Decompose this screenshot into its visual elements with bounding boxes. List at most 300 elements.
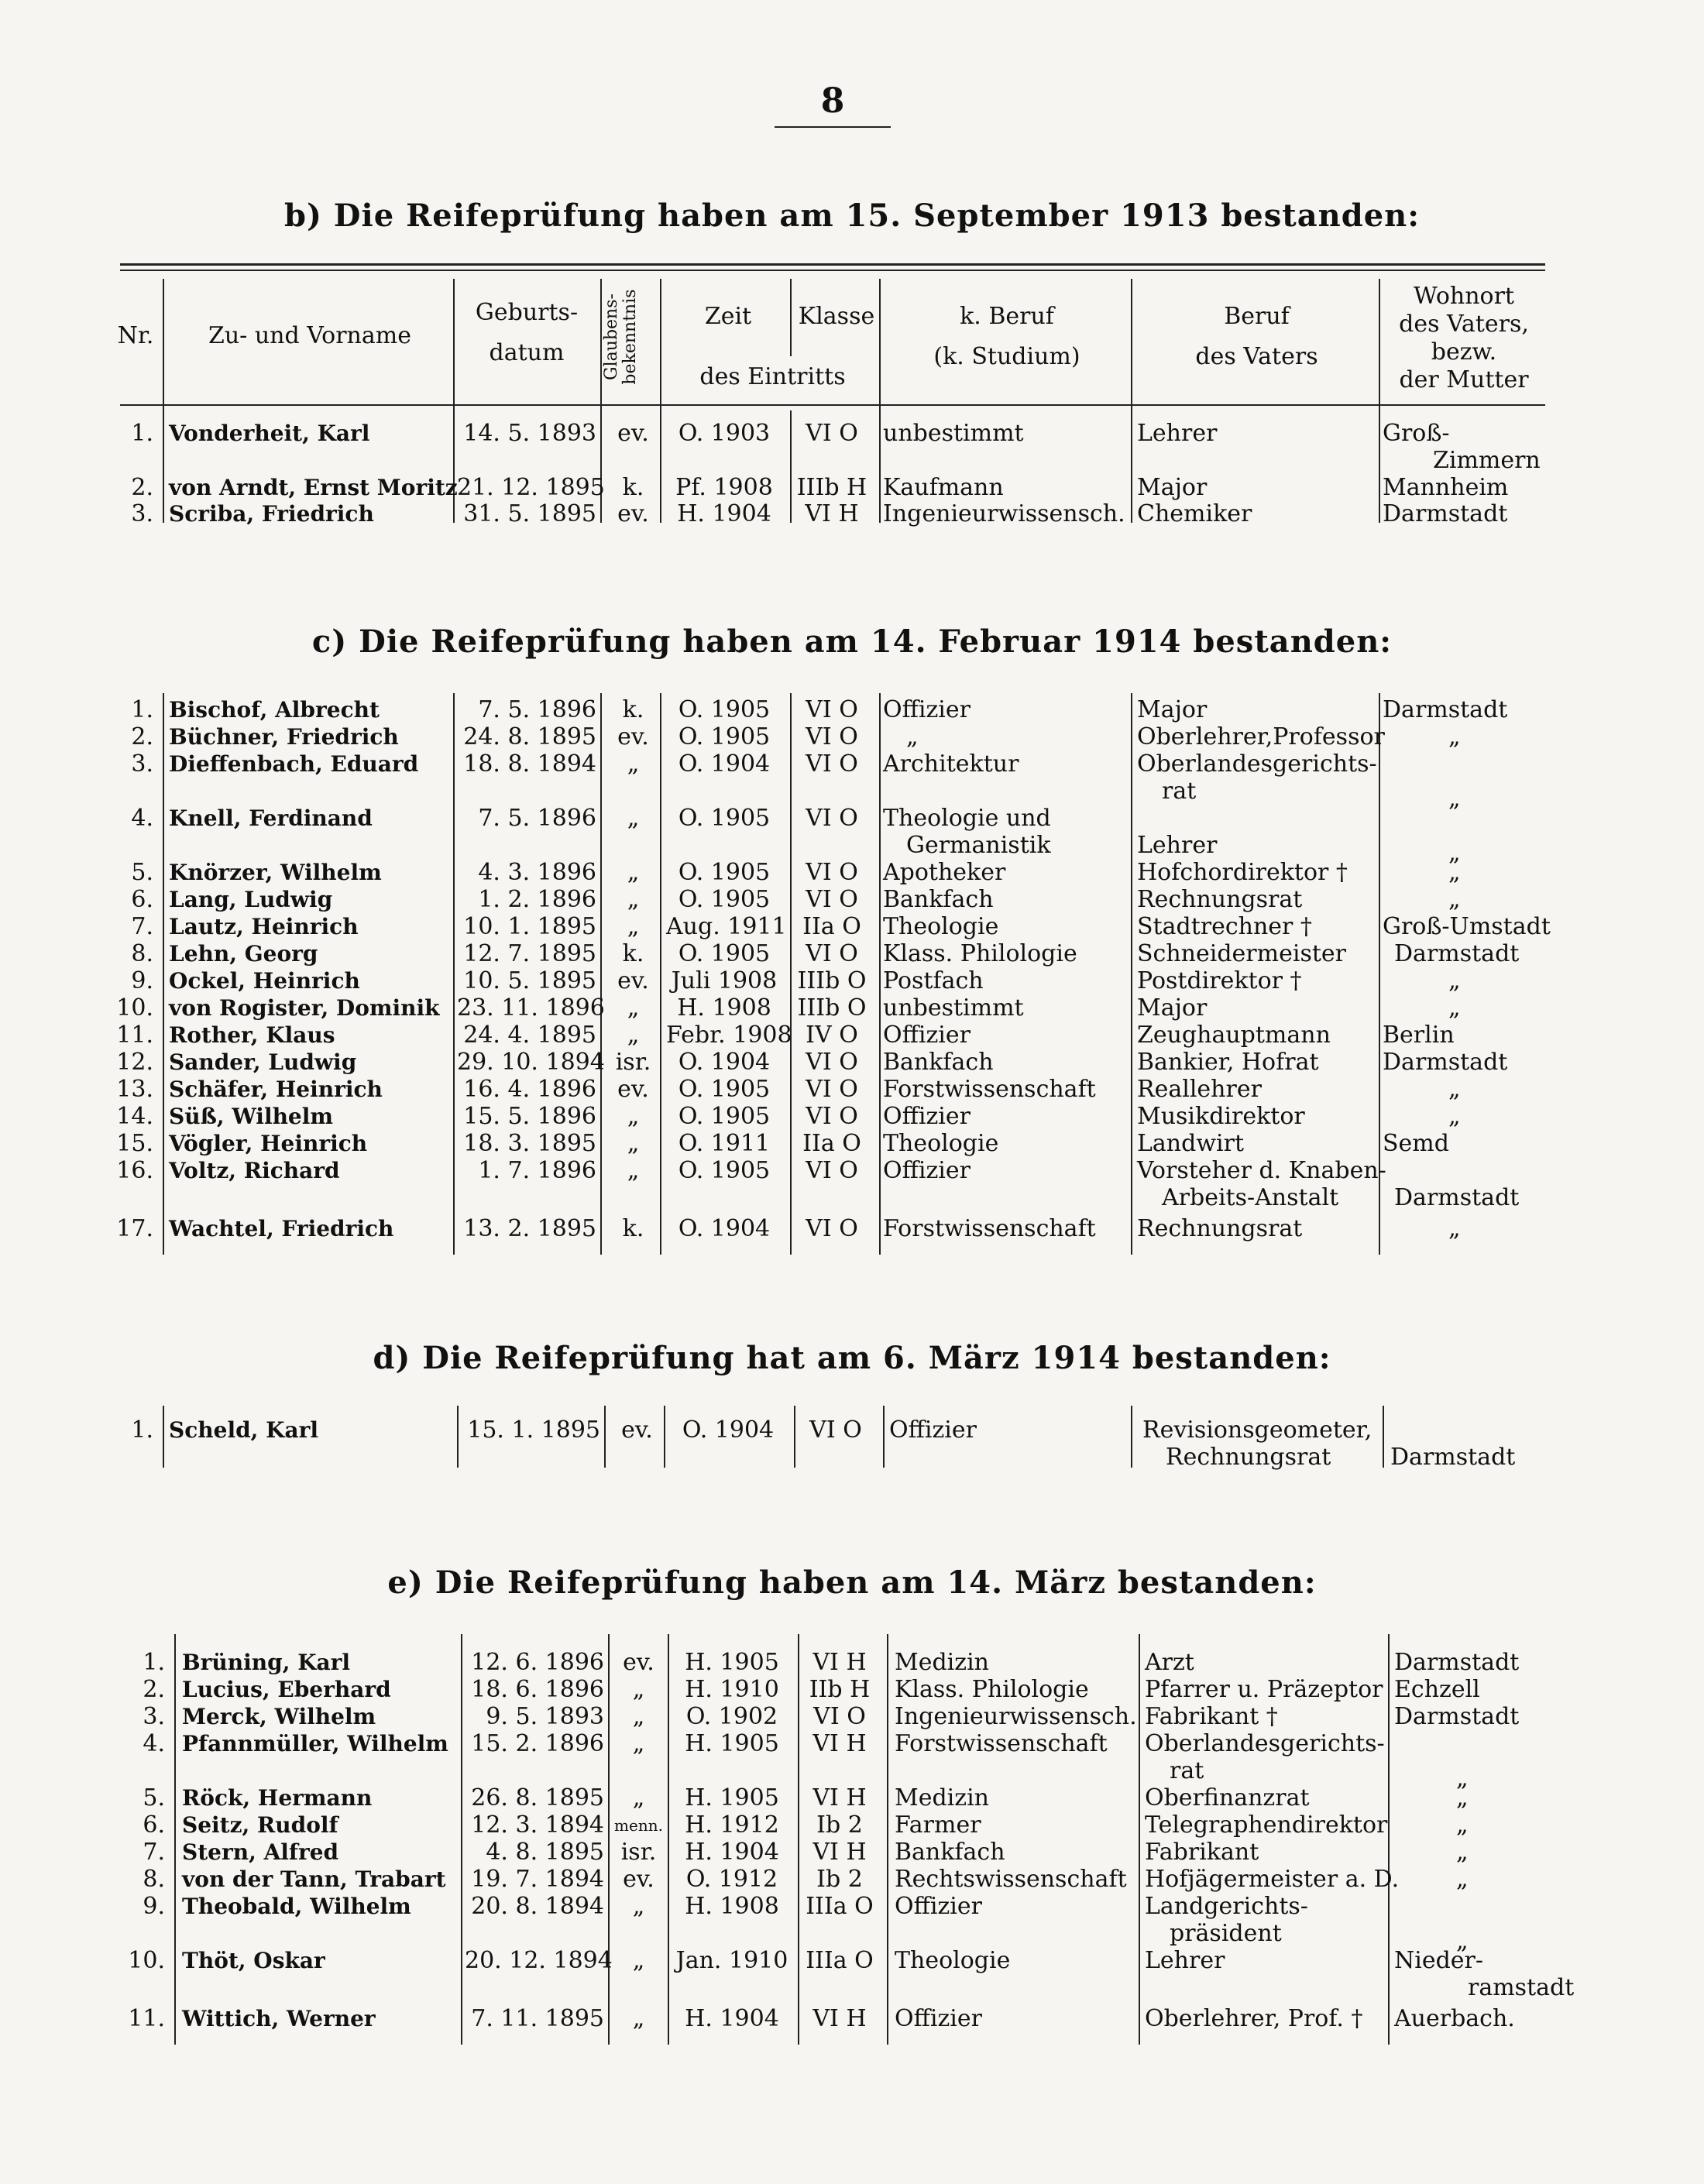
table-row [0, 2006, 1704, 2032]
row-beruf: Theologie [883, 1130, 999, 1157]
row-conf: „ [632, 2005, 645, 2032]
row-entry: H. 1912 [685, 1811, 779, 1839]
row-conf: „ [627, 1103, 640, 1130]
row-birth: 18. 6. 1896 [471, 1676, 604, 1703]
header-father-line1: Beruf [1224, 303, 1290, 330]
row-vater-cont: Rechnungsrat [1166, 1444, 1331, 1471]
row-beruf: Offizier [883, 1022, 971, 1049]
table-row [0, 1866, 1704, 1893]
row-wohn-cont: „ [1456, 1765, 1469, 1792]
row-vater: Oberlandesgerichts- [1145, 1730, 1385, 1757]
row-klasse: VI O [806, 886, 858, 913]
row-entry: O. 1904 [678, 1049, 771, 1076]
row-name: Pfannmüller, Wilhelm [182, 1731, 448, 1756]
row-wohn-cont: „ [1448, 785, 1461, 812]
row-beruf: Bankfach [883, 1049, 994, 1076]
row-conf: ev. [621, 1417, 653, 1444]
row-name: Theobald, Wilhelm [182, 1894, 411, 1919]
row-conf: „ [627, 886, 640, 913]
row-entry: Aug. 1911 [666, 913, 787, 940]
row-vater: Major [1137, 994, 1208, 1022]
row-vater: Revisionsgeometer, [1142, 1417, 1372, 1444]
header-residence-line3: bezw. [1431, 338, 1497, 366]
row-birth: 7. 11. 1895 [471, 2005, 604, 2032]
row-beruf: Theologie [883, 913, 999, 940]
row-klasse: VI O [809, 1417, 862, 1444]
row-birth: 31. 5. 1895 [463, 500, 596, 527]
row-beruf: Rechtswissenschaft [895, 1866, 1127, 1893]
row-vater: Schneidermeister [1137, 940, 1346, 967]
row-klasse: IIa O [802, 1130, 861, 1157]
row-name: Scheld, Karl [169, 1417, 319, 1443]
row-conf: „ [627, 805, 640, 832]
row-klasse: VI O [806, 696, 858, 723]
row-wohn: „ [1448, 1076, 1461, 1103]
row-conf: ev. [617, 723, 649, 750]
row-beruf: Offizier [883, 696, 971, 723]
row-wohn-cont: Darmstadt [1394, 1184, 1520, 1211]
row-name: Bischof, Albrecht [169, 697, 380, 723]
row-beruf: Offizier [883, 1157, 971, 1184]
row-entry: Jan. 1910 [675, 1947, 788, 1974]
row-klasse: VI O [806, 1215, 858, 1242]
row-wohn: „ [1456, 1866, 1469, 1893]
row-entry: O. 1905 [678, 1157, 771, 1184]
row-wohn: „ [1448, 967, 1461, 994]
row-wohn: Nieder- [1394, 1947, 1484, 1974]
row-birth: 24. 8. 1895 [463, 723, 596, 750]
row-conf: isr. [620, 1839, 657, 1866]
page-number-rule [775, 126, 891, 128]
table-row [0, 697, 1704, 723]
table-row [0, 501, 1704, 527]
row-entry: O. 1905 [678, 940, 771, 967]
header-entry-sub: des Eintritts [699, 363, 846, 390]
row-beruf: Apotheker [883, 859, 1006, 886]
row-nr: 8. [131, 940, 153, 967]
row-vater: Vorsteher d. Knaben- [1137, 1157, 1386, 1184]
row-conf: „ [627, 913, 640, 940]
row-vater: Hofjägermeister a. D. [1145, 1866, 1400, 1893]
row-name: Stern, Alfred [182, 1839, 339, 1865]
row-wohn: Groß- [1383, 420, 1450, 447]
row-birth: 21. 12. 1895 [457, 474, 605, 501]
row-vater: Hofchordirektor † [1137, 859, 1348, 886]
row-name: Rother, Klaus [169, 1022, 335, 1048]
row-wohn: Darmstadt [1394, 940, 1520, 967]
row-nr: 6. [131, 886, 153, 913]
row-name: Schäfer, Heinrich [169, 1077, 383, 1102]
header-residence [1383, 283, 1545, 394]
row-name: von Arndt, Ernst Moritz [169, 475, 458, 500]
header-residence-line1: Wohnort [1414, 283, 1514, 310]
header-residence-line2: des Vaters, [1399, 311, 1529, 338]
row-vater: Fabrikant [1145, 1839, 1259, 1866]
row-entry: H. 1905 [685, 1784, 779, 1811]
row-wohn: Darmstadt [1394, 1649, 1520, 1676]
row-conf: „ [632, 1676, 645, 1703]
row-beruf: Kaufmann [883, 474, 1004, 501]
row-vater-cont: rat [1162, 778, 1197, 805]
row-vater-cont: Arbeits-Anstalt [1162, 1184, 1339, 1211]
header-rule-top-2 [120, 270, 1545, 271]
row-conf: „ [627, 1022, 640, 1049]
row-klasse: VI O [813, 1703, 866, 1730]
row-wohn: „ [1448, 1215, 1461, 1242]
row-vater: Postdirektor † [1137, 967, 1302, 994]
header-nr: Nr. [117, 322, 154, 349]
row-nr: 3. [131, 500, 153, 527]
header-rule-top [120, 263, 1545, 266]
row-klasse: VI O [806, 940, 858, 967]
row-nr: 2. [131, 723, 153, 750]
row-name: Lautz, Heinrich [169, 914, 359, 939]
row-name: Röck, Hermann [182, 1785, 373, 1811]
row-klasse: VI O [806, 805, 858, 832]
row-entry: O. 1905 [678, 1103, 771, 1130]
row-vater: Oberlandesgerichts- [1137, 750, 1377, 778]
row-wohn-cont: „ [1456, 1928, 1469, 1955]
row-vater: Lehrer [1145, 1947, 1225, 1974]
row-name: Voltz, Richard [169, 1158, 340, 1183]
row-name: Süß, Wilhelm [169, 1104, 334, 1129]
table-row [0, 751, 1704, 778]
row-entry: Febr. 1908 [666, 1022, 792, 1049]
row-wohn: Mannheim [1383, 474, 1509, 501]
section-b-title: b) Die Reifeprüfung haben am 15. September 1913 bestanden: [283, 197, 1421, 234]
row-beruf: Ingenieurwissensch. [883, 500, 1125, 527]
row-beruf: „ [906, 723, 919, 750]
row-nr: 4. [131, 805, 153, 832]
table-row [0, 805, 1704, 832]
table-row [0, 1650, 1704, 1676]
row-wohn: Semd [1383, 1130, 1449, 1157]
row-entry: H. 1910 [685, 1676, 779, 1703]
row-birth: 10. 1. 1895 [463, 913, 596, 940]
row-nr: 6. [143, 1811, 165, 1839]
row-name: Thöt, Oskar [182, 1948, 325, 1973]
row-birth: 19. 7. 1894 [471, 1866, 604, 1893]
row-klasse: IIIb O [797, 967, 867, 994]
row-beruf: Farmer [895, 1811, 981, 1839]
row-birth: 9. 5. 1893 [486, 1703, 604, 1730]
page-number: 8 [820, 81, 845, 121]
table-row [0, 1049, 1704, 1076]
row-name: Merck, Wilhelm [182, 1704, 376, 1729]
table-row [0, 1785, 1704, 1811]
row-entry: H. 1904 [685, 1839, 779, 1866]
row-entry: H. 1905 [685, 1649, 779, 1676]
row-conf: k. [622, 696, 644, 723]
row-vater: Stadtrechner † [1137, 913, 1312, 940]
row-birth: 23. 11. 1896 [457, 994, 605, 1022]
row-birth: 26. 8. 1895 [471, 1784, 604, 1811]
row-entry: H. 1904 [685, 2005, 779, 2032]
section-d-title: d) Die Reifeprüfung hat am 6. März 1914 bestanden: [373, 1340, 1331, 1376]
row-nr: 1. [131, 420, 153, 447]
row-conf: „ [627, 994, 640, 1022]
header-confession-line2: bekenntnis [620, 289, 640, 385]
row-vater-cont: rat [1170, 1757, 1204, 1784]
row-nr: 2. [143, 1676, 165, 1703]
row-nr: 1. [143, 1649, 165, 1676]
row-entry: H. 1908 [677, 994, 771, 1022]
row-birth: 16. 4. 1896 [463, 1076, 596, 1103]
row-vater: Fabrikant † [1145, 1703, 1278, 1730]
row-birth: 20. 12. 1894 [465, 1947, 613, 1974]
row-name: Wachtel, Friedrich [169, 1216, 394, 1241]
row-name: Sander, Ludwig [169, 1049, 357, 1075]
row-conf: „ [632, 1784, 645, 1811]
row-conf: ev. [617, 420, 649, 447]
row-name: Scriba, Friedrich [169, 501, 374, 527]
row-wohn: „ [1456, 1839, 1469, 1866]
row-birth: 14. 5. 1893 [463, 420, 596, 447]
row-wohn: „ [1448, 1103, 1461, 1130]
row-vater: Rechnungsrat [1137, 886, 1303, 913]
row-nr: 10. [128, 1947, 165, 1974]
row-klasse: IIIb O [797, 994, 867, 1022]
row-klasse: VI O [806, 420, 858, 447]
row-name: Lucius, Eberhard [182, 1677, 391, 1702]
row-nr: 8. [143, 1866, 165, 1893]
table-row [0, 1731, 1704, 1757]
row-klasse: VI H [812, 2005, 867, 2032]
row-name: Knell, Ferdinand [169, 805, 373, 831]
row-vater: Arzt [1145, 1649, 1194, 1676]
table-row [0, 914, 1704, 940]
row-birth: 24. 4. 1895 [463, 1022, 596, 1049]
row-conf: ev. [617, 967, 649, 994]
row-klasse: VI H [812, 1649, 867, 1676]
row-beruf: Offizier [883, 1103, 971, 1130]
row-name: von Rogister, Dominik [169, 995, 440, 1021]
row-conf: isr. [615, 1049, 651, 1076]
row-klasse: Ib 2 [816, 1811, 863, 1839]
header-confession-line1: Glaubens- [602, 294, 621, 380]
table-row [0, 1104, 1704, 1130]
header-career [883, 302, 1131, 372]
row-vater: Reallehrer [1137, 1076, 1262, 1103]
row-wohn-cont: Zimmern [1433, 447, 1541, 474]
row-nr: 7. [131, 913, 153, 940]
row-nr: 9. [143, 1893, 165, 1920]
row-wohn: Darmstadt [1383, 1049, 1508, 1076]
row-klasse: IIIb H [796, 474, 867, 501]
row-wohn: „ [1448, 994, 1461, 1022]
row-birth: 20. 8. 1894 [471, 1893, 604, 1920]
row-conf: „ [632, 1893, 645, 1920]
row-beruf: Architektur [883, 750, 1019, 778]
row-name: Lang, Ludwig [169, 887, 333, 912]
row-wohn: Darmstadt [1383, 696, 1508, 723]
row-vater: Musikdirektor [1137, 1103, 1305, 1130]
header-confession [603, 279, 640, 395]
row-birth: 1. 7. 1896 [478, 1157, 596, 1184]
row-wohn-cont: ramstadt [1468, 1974, 1575, 2001]
table-row [0, 1704, 1704, 1730]
row-entry: O. 1905 [678, 723, 771, 750]
row-birth: 29. 10. 1894 [457, 1049, 605, 1076]
table-row [0, 1022, 1704, 1049]
row-klasse: IIb H [809, 1676, 871, 1703]
row-nr: 5. [131, 859, 153, 886]
table-row [0, 1839, 1704, 1866]
row-wohn: „ [1448, 886, 1461, 913]
table-row [0, 941, 1704, 967]
row-nr: 15. [116, 1130, 153, 1157]
row-birth: 15. 1. 1895 [467, 1417, 600, 1444]
row-name: Knörzer, Wilhelm [169, 860, 382, 885]
row-nr: 3. [131, 750, 153, 778]
row-beruf: Theologie und [883, 805, 1051, 832]
row-conf: menn. [614, 1816, 663, 1835]
row-entry: O. 1905 [678, 1076, 771, 1103]
table-row [0, 887, 1704, 913]
row-beruf-cont: Germanistik [906, 832, 1051, 859]
row-birth: 12. 3. 1894 [471, 1811, 604, 1839]
row-birth: 4. 8. 1895 [486, 1839, 604, 1866]
row-entry: O. 1912 [685, 1866, 778, 1893]
header-father-line2: des Vaters [1195, 343, 1318, 370]
row-vater-cont: Lehrer [1137, 832, 1218, 859]
row-beruf: Medizin [895, 1784, 989, 1811]
row-wohn-cont: Darmstadt [1390, 1444, 1516, 1471]
table-row [0, 724, 1704, 750]
header-name: Zu- und Vorname [208, 322, 411, 349]
row-nr: 14. [116, 1103, 153, 1130]
row-entry: O. 1903 [678, 420, 771, 447]
row-vater: Rechnungsrat [1137, 1215, 1303, 1242]
header-entry-time: Zeit [704, 303, 752, 330]
row-conf: ev. [623, 1866, 654, 1893]
row-vater: Lehrer [1137, 420, 1218, 447]
row-entry: O. 1904 [678, 1215, 771, 1242]
row-birth: 10. 5. 1895 [463, 967, 596, 994]
row-vater: Oberlehrer, Prof. † [1145, 2005, 1363, 2032]
row-klasse: VI H [812, 1784, 867, 1811]
row-name: von der Tann, Trabart [182, 1866, 446, 1892]
vline-entry-head [790, 279, 792, 356]
row-beruf: Offizier [895, 1893, 982, 1920]
row-vater-cont: präsident [1170, 1920, 1282, 1947]
row-wohn: Darmstadt [1383, 500, 1508, 527]
row-entry: O. 1904 [682, 1417, 775, 1444]
row-entry: O. 1905 [678, 886, 771, 913]
row-entry: Pf. 1908 [675, 474, 773, 501]
table-row [0, 860, 1704, 886]
section-c-title: c) Die Reifeprüfung haben am 14. Februar 1914 bestanden: [311, 623, 1393, 660]
row-nr: 7. [143, 1839, 165, 1866]
row-wohn: Berlin [1383, 1022, 1455, 1049]
section-e-title: e) Die Reifeprüfung haben am 14. März bestanden: [387, 1564, 1317, 1601]
row-conf: ev. [617, 1076, 649, 1103]
table-row [0, 1158, 1704, 1184]
row-birth: 18. 3. 1895 [463, 1130, 596, 1157]
row-nr: 13. [116, 1076, 153, 1103]
header-birth-line2: datum [489, 339, 565, 366]
header-birth-line1: Geburts- [475, 299, 579, 326]
header-career-line1: k. Beruf [960, 303, 1054, 330]
row-nr: 5. [143, 1784, 165, 1811]
row-name: Seitz, Rudolf [182, 1812, 338, 1838]
row-birth: 12. 6. 1896 [471, 1649, 604, 1676]
row-conf: k. [622, 940, 644, 967]
row-beruf: Klass. Philologie [883, 940, 1077, 967]
row-nr: 16. [116, 1157, 153, 1184]
row-birth: 12. 7. 1895 [463, 940, 596, 967]
table-row [0, 1077, 1704, 1103]
row-name: Dieffenbach, Eduard [169, 751, 419, 777]
row-beruf: Ingenieurwissensch. [895, 1703, 1137, 1730]
row-conf: ev. [617, 500, 649, 527]
row-birth: 15. 5. 1896 [463, 1103, 596, 1130]
row-name: Lehn, Georg [169, 941, 318, 967]
row-nr: 17. [116, 1215, 153, 1242]
row-beruf: Theologie [895, 1947, 1011, 1974]
row-klasse: VI O [806, 1049, 858, 1076]
row-birth: 13. 2. 1895 [463, 1215, 596, 1242]
row-klasse: VI H [812, 1839, 867, 1866]
row-beruf: Klass. Philologie [895, 1676, 1089, 1703]
row-nr: 10. [116, 994, 153, 1022]
row-conf: ev. [623, 1649, 654, 1676]
table-row [0, 1812, 1704, 1839]
row-name: Vögler, Heinrich [169, 1131, 368, 1156]
row-vater: Telegraphendirektor [1145, 1811, 1388, 1839]
table-row [0, 1417, 1704, 1444]
row-entry: Juli 1908 [671, 967, 778, 994]
row-beruf: Bankfach [895, 1839, 1005, 1866]
row-klasse: VI O [806, 1076, 858, 1103]
row-conf: „ [632, 1703, 645, 1730]
row-wohn: „ [1448, 723, 1461, 750]
row-conf: „ [627, 859, 640, 886]
row-nr: 1. [131, 1417, 153, 1444]
row-klasse: VI H [805, 500, 859, 527]
row-beruf: Forstwissenschaft [883, 1215, 1096, 1242]
row-vater: Oberlehrer,Professor [1137, 723, 1385, 750]
row-conf: „ [632, 1947, 645, 1974]
header-birth [457, 298, 596, 368]
row-beruf: Postfach [883, 967, 984, 994]
table-row [0, 1131, 1704, 1157]
row-vater: Pfarrer u. Präzeptor [1145, 1676, 1383, 1703]
row-klasse: VI O [806, 1157, 858, 1184]
row-name: Ockel, Heinrich [169, 968, 360, 994]
row-birth: 7. 5. 1896 [478, 696, 596, 723]
row-klasse: VI H [812, 1730, 867, 1757]
row-vater: Landgerichts- [1145, 1893, 1308, 1920]
header-career-line2: (k. Studium) [933, 343, 1080, 370]
row-vater: Major [1137, 474, 1208, 501]
header-rule-bottom [120, 404, 1545, 406]
row-vater: Chemiker [1137, 500, 1252, 527]
table-row [0, 968, 1704, 994]
row-wohn: Darmstadt [1394, 1703, 1520, 1730]
header-residence-line4: der Mutter [1399, 366, 1529, 393]
row-conf: „ [627, 1157, 640, 1184]
row-entry: O. 1911 [678, 1130, 771, 1157]
table-row [0, 1894, 1704, 1920]
row-wohn: „ [1456, 1784, 1469, 1811]
row-conf: „ [632, 1730, 645, 1757]
row-klasse: Ib 2 [816, 1866, 863, 1893]
row-entry: O. 1904 [678, 750, 771, 778]
row-conf: „ [627, 750, 640, 778]
row-wohn: Echzell [1394, 1676, 1480, 1703]
row-wohn-cont: „ [1448, 840, 1461, 867]
